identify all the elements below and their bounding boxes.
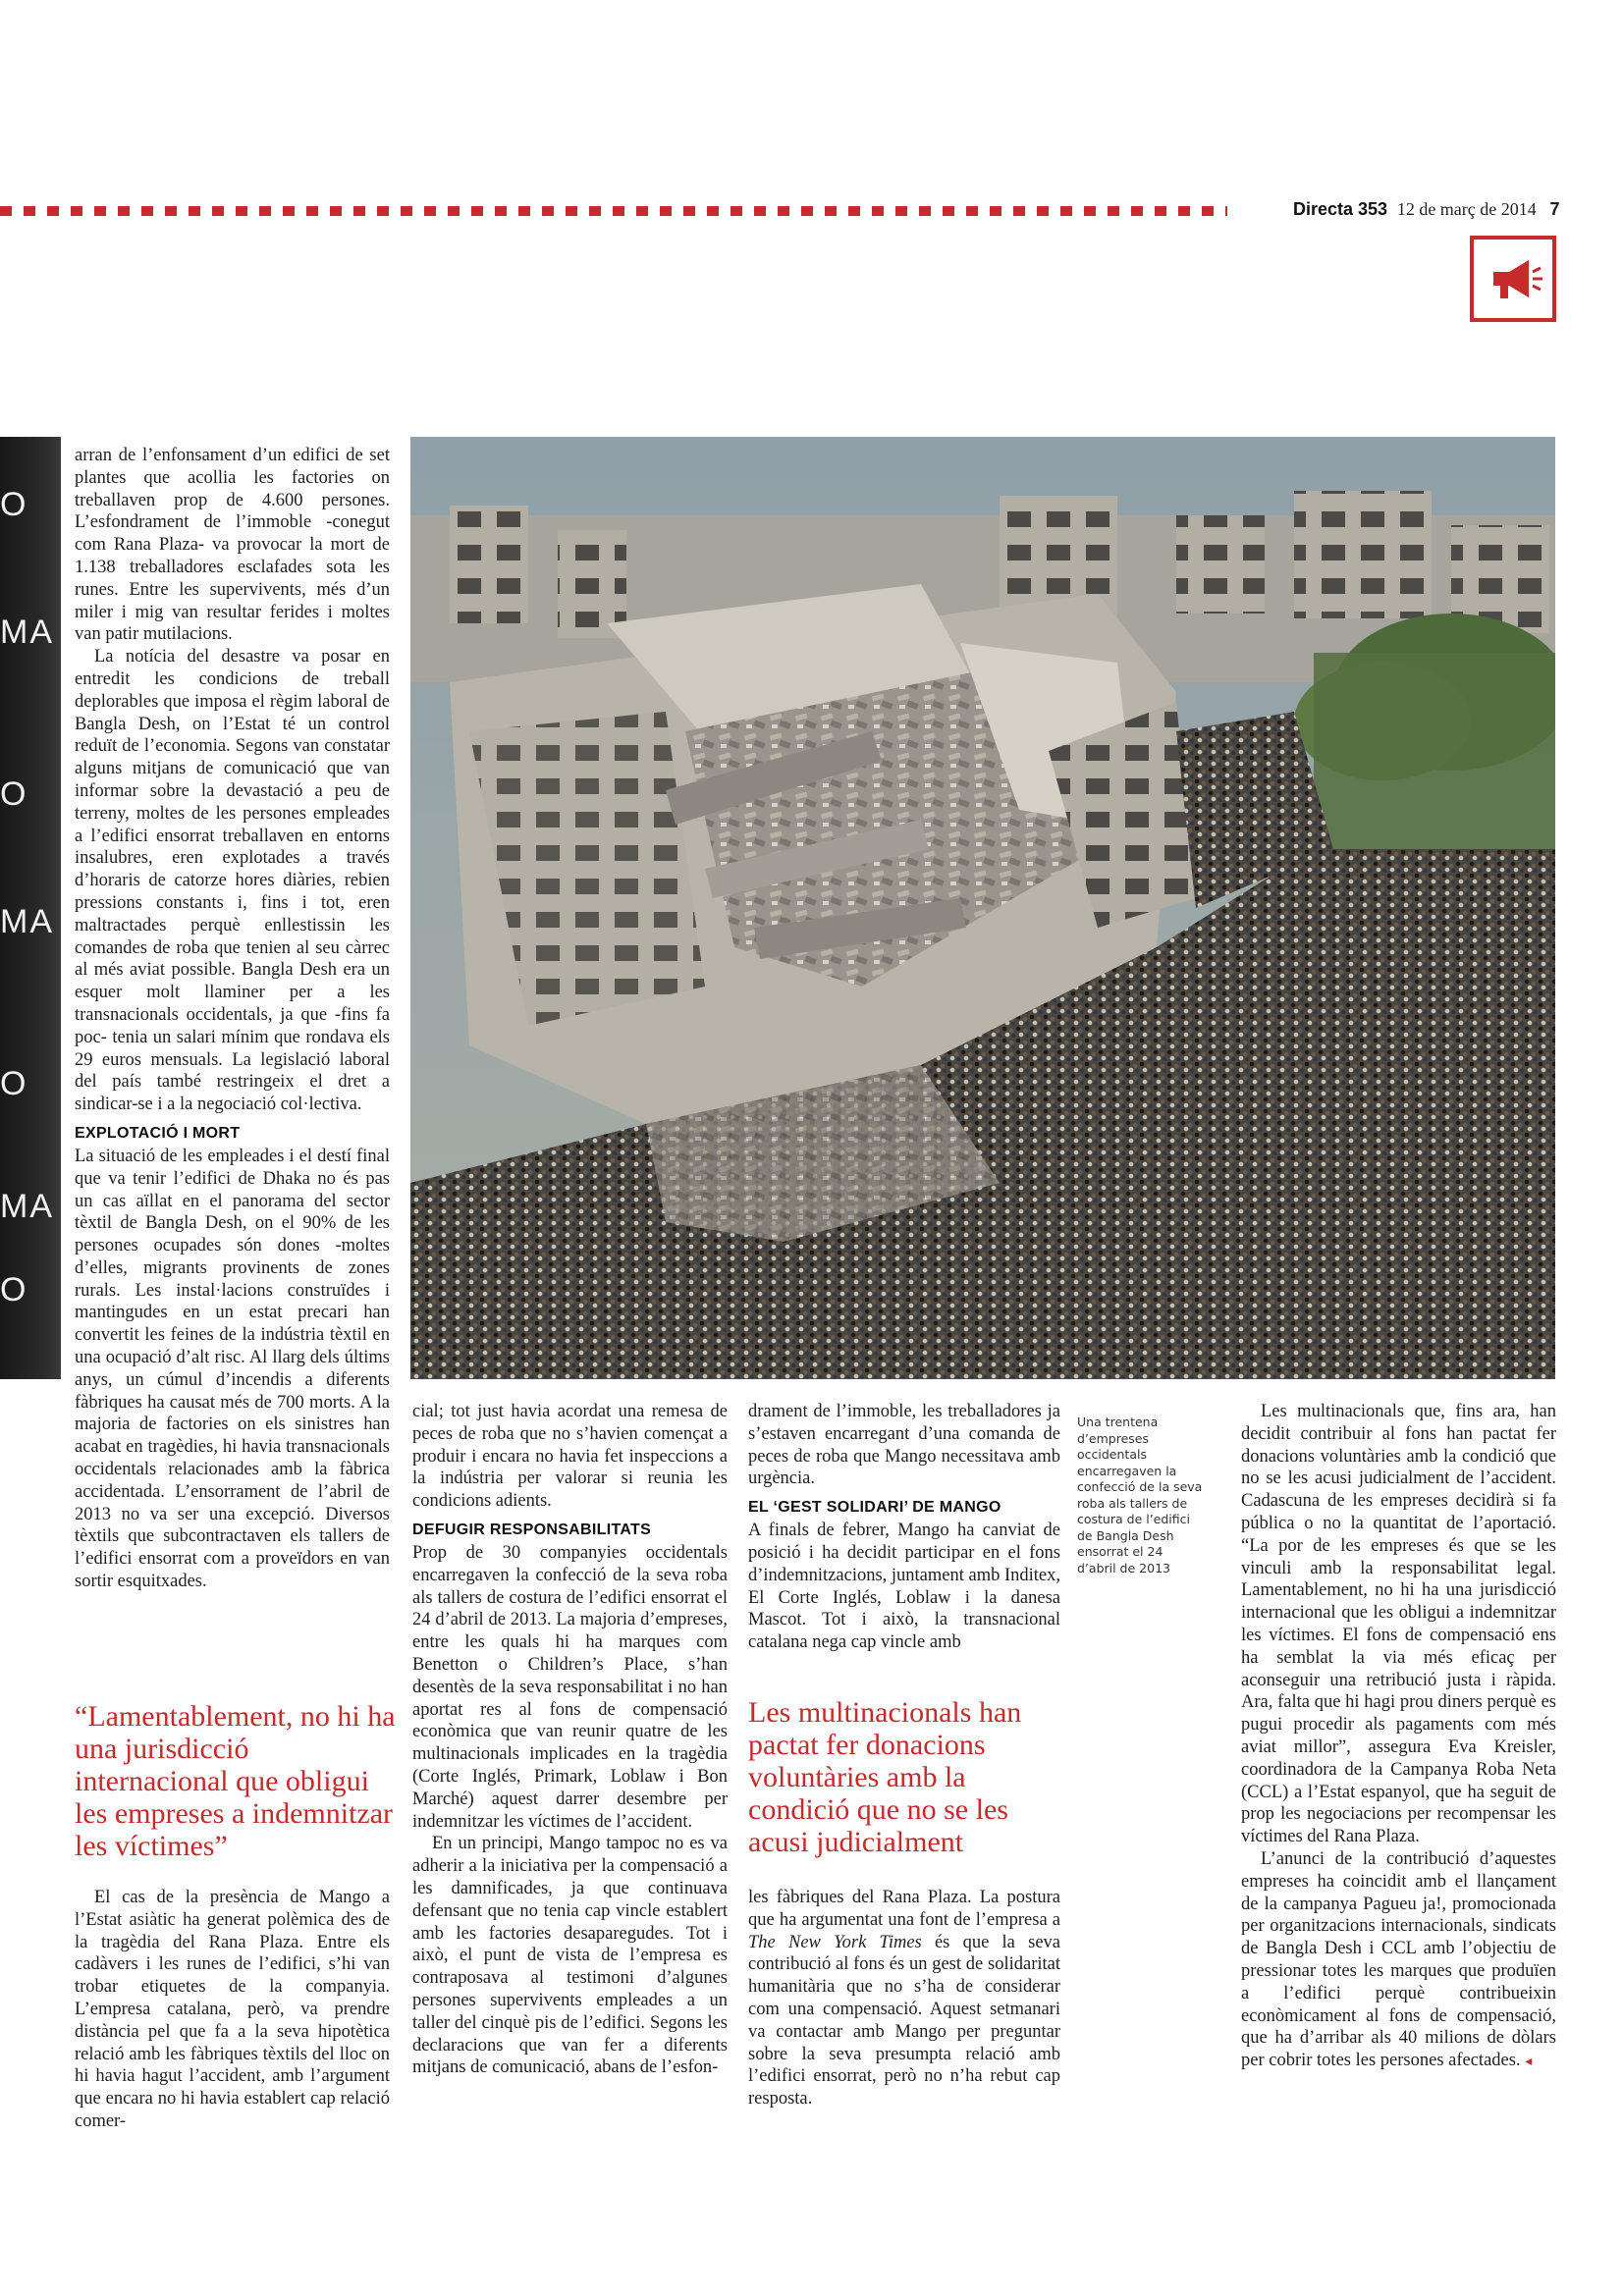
photo-caption: Una trentena d’empreses occidentals encarregaven la confecció de la seva roba als tallers de costura de l’edifici de Bangla Desh ensorrat el 24 d’abril de 2013 xyxy=(1077,1415,1203,1575)
end-of-article-mark: ◂ xyxy=(1525,2055,1533,2070)
edge-photo-text: O xyxy=(0,775,28,813)
section-heading: DEFUGIR RESPONSABILITATS xyxy=(412,1521,652,1538)
edge-photo-text: O xyxy=(0,1271,28,1308)
article-column-1b xyxy=(75,1887,390,2133)
newspaper-title: The New York Times xyxy=(748,1932,922,1952)
paragraph: A finals de febrer, Mango ha canviat de posició i ha decidit participar en el fons d’indemnitzacions, juntament amb Inditex, El Corte Inglés, Loblaw i la danesa Mascot. Tot i això, la transnacional catalana nega cap vincle amb xyxy=(748,1521,1061,1653)
megaphone-icon xyxy=(1470,236,1556,322)
red-dotted-rule xyxy=(0,206,1227,216)
article-column-1 xyxy=(75,445,390,1593)
paragraph: cial; tot just havia acordat una remesa de peces de roba que no s’havien començat a produir i encara no havia fet inspeccions a la indústria per valorar si reunia les condicions adients. xyxy=(412,1402,728,1512)
paragraph: drament de l’immoble, les treballadores ja s’estaven encarregant d’una comanda de peces de roba que Mango necessitava amb urgència. xyxy=(748,1402,1060,1489)
masthead xyxy=(1293,199,1560,220)
edge-photo-text: MA xyxy=(0,903,54,940)
edge-photo-text: MA xyxy=(0,1188,54,1225)
issue-date: 12 de març de 2014 xyxy=(1396,199,1537,219)
edge-photo-text: O xyxy=(0,1065,28,1102)
page-number: 7 xyxy=(1549,199,1560,219)
paragraph: El cas de la presència de Mango a l’Estat asiàtic ha generat polèmica des de la tragèdia del Rana Plaza. Entre els cadàvers i les runes de l’edifici, s’hi van trobar etiquetes de la companyia. L’empresa catalana, però, va prendre distància pel que fa a la seva hipotètica relació amb les fàbriques tèxtils del lloc on hi havia hagut l’accident, amb l’argument que encara no hi havia establert cap relació comer- xyxy=(75,1888,390,2131)
edge-photo-strip xyxy=(0,437,61,1379)
pull-quote: Les multinacionals han pactat fer donacions voluntàries amb la condició que no se les acusi judicialment xyxy=(748,1696,1022,1858)
section-heading: EXPLOTACIÓ I MORT xyxy=(75,1124,241,1142)
article-column-3b xyxy=(748,1887,1060,2110)
publication-name: Directa 353 xyxy=(1293,199,1388,219)
edge-photo-text: O xyxy=(0,486,28,523)
paragraph: les fàbriques del Rana Plaza. La postura que ha argumentat una font de l’empresa a The New York Times és que la seva contribució al fons és un gest de solidaritat humanitària que no s’ha de considerar com una compensació. Aquest setmanari va contactar amb Mango per preguntar sobre la seva presumpta relació amb l’edifici ensorrat, però no n’ha rebut cap resposta. xyxy=(748,1888,1060,2109)
paragraph: L’anunci de la contribució d’aquestes empreses ha coincidit amb el llançament de la campanya Pagueu ja!, promocionada per organitzacions internacionals, sindicats de Bangla Desh i CCL amb l’objectiu de pressionar totes les marques que produïen a l’edifici perquè contribueixin econòmicament al fons de compensació, que ha d’arribar als 40 milions de dòlars per cobrir totes les persones afectades. ◂ xyxy=(1241,1848,1556,2071)
edge-photo-text: MA xyxy=(0,614,54,651)
paragraph: arran de l’enfonsament d’un edifici de set plantes que acollia les factories on treballaven prop de 4.600 persones. L’esfondrament de l’immoble -conegut com Rana Plaza- va provocar la mort de 1.138 treballadores esclafades sota les runes. Entre les supervivents, més d’un miler i mig van resultar ferides i moltes van patir mutilacions. xyxy=(75,446,390,645)
paragraph: Prop de 30 companyies occidentals encarregaven la confecció de la seva roba als tallers de costura de l’edifici ensorrat el 24 d’abril de 2013. La majoria d’empreses, entre les quals hi ha marques com Benetton o Children’s Place, s’han desentès de la seva responsabilitat i no han aportat res al fons de compensació econòmica que van reunir quatre de les multinacionals implicades en la tragèdia (Corte Inglés, Primark, Loblaw i Bon Marché) aquest darrer desembre per indemnitzar les víctimes de l’accident. xyxy=(412,1542,728,1832)
paragraph: La situació de les empleades i el destí final que va tenir l’edifici de Dhaka no és pas un cas aïllat en el panorama del sector tèxtil de Bangla Desh, on el 90% de les persones ocupades són dones -moltes d’elles, migrants provinents de zones rurals. Les instal·lacions construïdes i mantingudes en un estat precari han convertit les feines de la indústria tèxtil en una ocupació d’alt risc. Al llarg dels últims anys, un cúmul d’incendis a diferents fàbriques ha causat més de 700 morts. A la majoria de factories on els sinistres han acabat en tragèdies, hi havia transnacionals occidentals relacionades amb la fàbrica accidentada. L’ensorrament de l’abril de 2013 no va ser una excepció. Diversos tèxtils que subcontractaven els tallers de l’edifici ensorrat com a proveïdors en van sortir esquitxades. xyxy=(75,1146,390,1592)
pull-quote: “Lamentablement, no hi ha una jurisdicció internacional que obligui les empreses a indemnitzar les víctimes” xyxy=(75,1700,396,1862)
paragraph: La notícia del desastre va posar en entredit les condicions de treball deplorables que imposa el règim laboral de Bangla Desh, on l’Estat té un control reduït de l’economia. Segons van constatar alguns mitjans de comunicació que van informar sobre la devastació a peu de terreny, moltes de les persones empleades a l’edifici ensorrat treballaven en entorns insalubres, eren explotades a través d’horaris de catorze hores diàries, rebien pressions constants i, fins i tot, eren maltractades perquè enllestissin les comandes de roba que tenien al seu càrrec al més aviat possible. Bangla Desh era un esquer molt llaminer per a les transnacionals occidentals, ja que -fins fa poc- tenia un salari mínim que rondava els 29 euros mensuals. La legislació laboral del país també restringeix el dret a sindicar-se i a la negociació col·lectiva. xyxy=(75,647,390,1115)
article-column-4 xyxy=(1241,1401,1556,2074)
paragraph: Les multinacionals que, fins ara, han decidit contribuir al fons han pactat fer donacions voluntàries amb la condició que no se les acusi judicialment de l’accident. Cadascuna de les empreses decidirà si fa pública o no la quantitat de l’aportació. “La por de les empreses és que se les vinculi amb la responsabilitat legal. Lamentablement, no hi ha una jurisdicció internacional que les obligui a indemnitzar les víctimes. El fons de compensació ens ha semblat la via més eficaç per aconseguir una retribució justa i ràpida. Ara, falta que hi hagi prou diners perquè es pugui procedir als pagaments com més aviat millor”, assegura Eva Kreisler, coordinadora de la Campanya Roba Neta (CCL) a l’Estat espanyol, que ha seguit de prop les negociacions per recompensar les víctimes del Rana Plaza. xyxy=(1241,1402,1556,1847)
article-column-3 xyxy=(748,1401,1060,1654)
paragraph: En un principi, Mango tampoc no es va adherir a la iniciativa per la compensació a les damnificades, ja que continuava defensant que no tenia cap vincle establert amb les factories desaparegudes. Tot i això, el punt de vista de l’empresa es contraposava al testimoni d’algunes persones supervivents empleades a un taller del cinquè pis de l’edifici. Segons les declaracions que van fer a diferents mitjans de comunicació, abans de l’esfon- xyxy=(412,1834,728,2078)
article-column-2 xyxy=(412,1401,728,2079)
collapsed-building-photo xyxy=(410,437,1555,1379)
section-heading: EL ‘GEST SOLIDARI’ DE MANGO xyxy=(748,1499,1001,1517)
